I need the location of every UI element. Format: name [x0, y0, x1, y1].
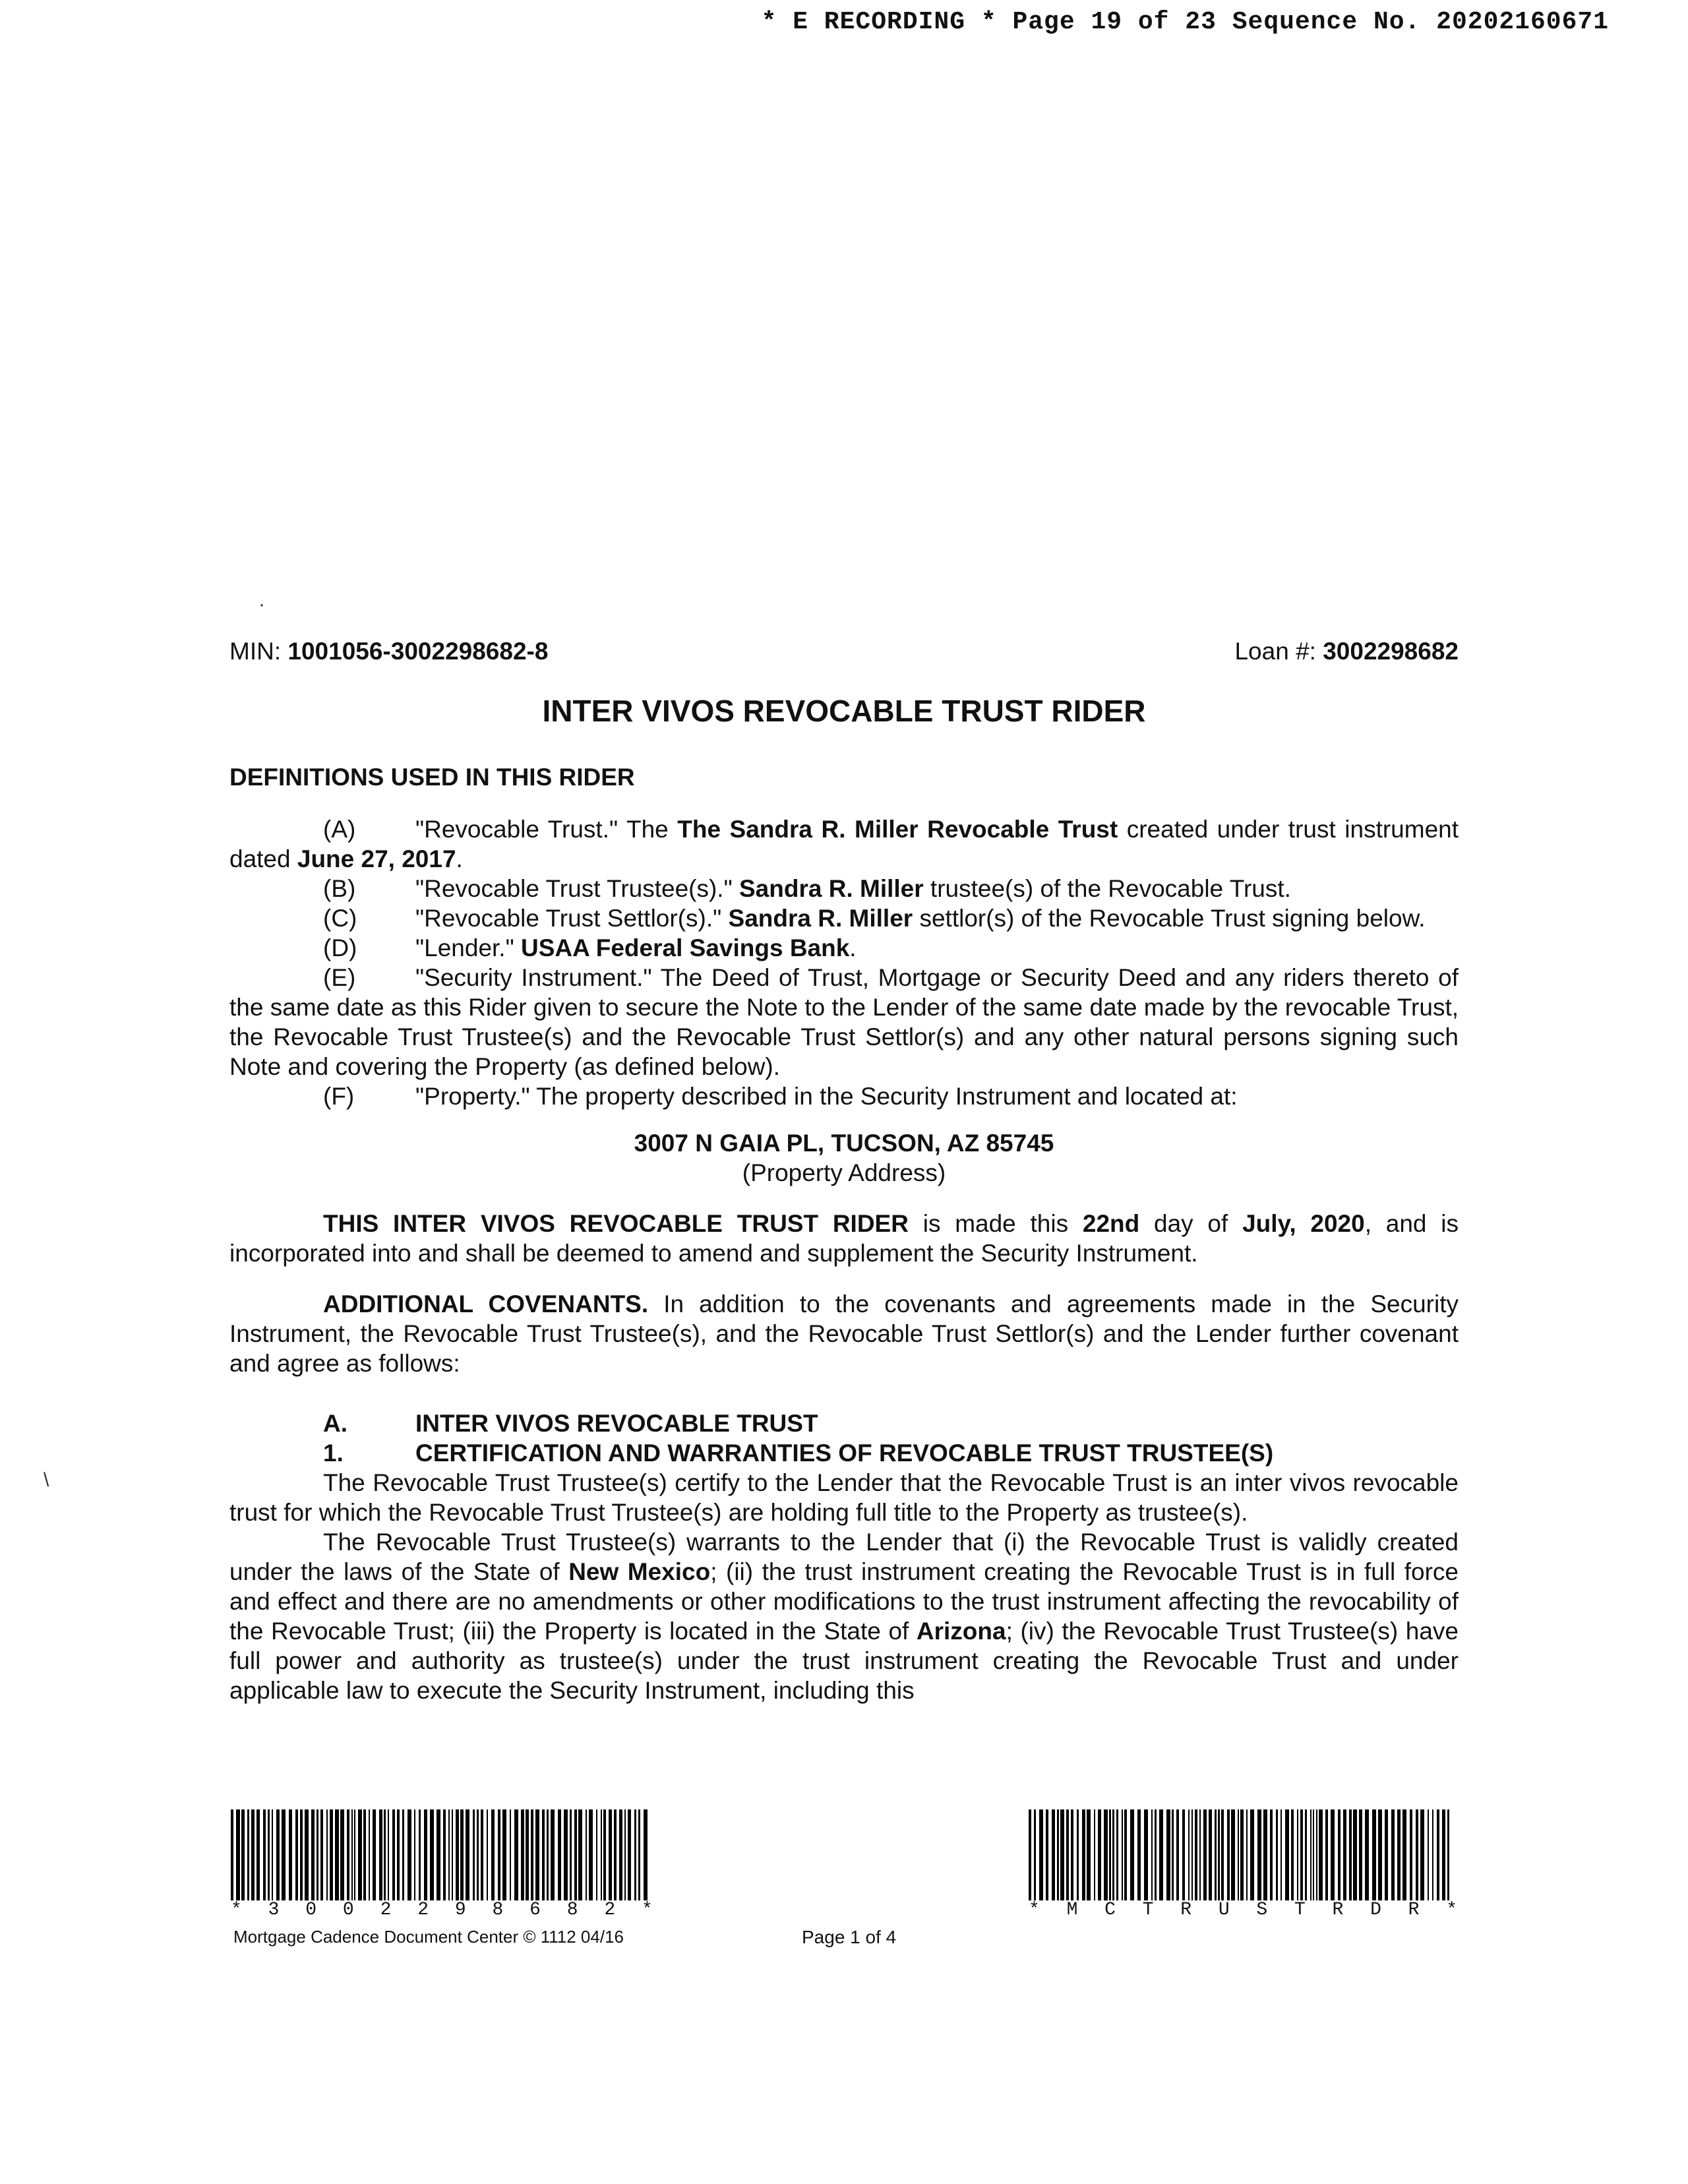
barcode-caption-char: * — [642, 1900, 653, 1920]
rider-made-paragraph: THIS INTER VIVOS REVOCABLE TRUST RIDER is made this 22nd day of July, 2020, and is incorporated into and shall be deemed to amend and supplement the Security Instrument. — [229, 1210, 1459, 1267]
barcode-bar — [1316, 1809, 1317, 1900]
barcode-caption-char: * — [231, 1900, 242, 1920]
barcode-bar — [1365, 1809, 1369, 1900]
barcode-caption-char: T — [1142, 1900, 1154, 1920]
barcode-bar — [448, 1809, 450, 1900]
barcode-bar — [1359, 1809, 1362, 1900]
footer-page-number: Page 1 of 4 — [802, 1927, 897, 1947]
id-row — [229, 636, 1459, 666]
barcode-bar — [1218, 1809, 1220, 1900]
barcode-bar — [609, 1809, 612, 1900]
barcode-bar — [638, 1809, 640, 1900]
barcode-bar — [326, 1809, 328, 1900]
barcode-bar — [300, 1809, 303, 1900]
barcode-bar — [1285, 1809, 1289, 1900]
barcode-bar — [1281, 1809, 1282, 1900]
barcode-caption-char: S — [1256, 1900, 1268, 1920]
barcode-bar — [1227, 1809, 1230, 1900]
barcode-bar — [1432, 1809, 1433, 1900]
barcode-bar — [1176, 1809, 1179, 1900]
definition-c: (C) "Revocable Trust Settlor(s)." Sandra R. Miller settlor(s) of the Revocable Trust signing below. — [323, 905, 1426, 932]
barcode-bar — [498, 1809, 500, 1900]
barcode-bar — [289, 1809, 292, 1900]
barcode-bar — [510, 1809, 511, 1900]
barcode-bar — [1066, 1809, 1069, 1900]
barcode-bar — [1250, 1809, 1254, 1900]
barcode-bar — [1291, 1809, 1294, 1900]
barcode-caption-char: 0 — [305, 1900, 317, 1920]
barcode-caption-char: R — [1180, 1900, 1192, 1920]
barcode-bar — [586, 1809, 587, 1900]
barcode-bar — [402, 1809, 404, 1900]
scan-speck: \ — [44, 1469, 49, 1491]
barcode-caption-char: 0 — [342, 1900, 354, 1920]
barcode-bar — [614, 1809, 617, 1900]
barcode-bar — [268, 1809, 270, 1900]
barcode-bar — [414, 1809, 415, 1900]
barcode-bar — [373, 1809, 376, 1900]
barcode-bar — [1122, 1809, 1123, 1900]
definition-a: (A) "Revocable Trust." The The Sandra R. Miller Revocable Trust created under trust instrument dated June 27, 2017. — [229, 816, 1459, 872]
barcode-bar — [1188, 1809, 1190, 1900]
barcode-bar — [1231, 1809, 1235, 1900]
barcode-bar — [256, 1809, 260, 1900]
barcode-bar — [1305, 1809, 1307, 1900]
barcode-bar — [335, 1809, 339, 1900]
barcode-bar — [558, 1809, 561, 1900]
barcode-bar — [1313, 1809, 1314, 1900]
barcode-bar — [1034, 1809, 1036, 1900]
barcode-bar — [1338, 1809, 1341, 1900]
barcode-bar — [305, 1809, 309, 1900]
barcode-bar — [354, 1809, 355, 1900]
barcode-bar — [1378, 1809, 1382, 1900]
barcode-bar — [1052, 1809, 1055, 1900]
barcode-caption-char: R — [1408, 1900, 1420, 1920]
barcode-bar — [392, 1809, 395, 1900]
barcode-bar — [251, 1809, 255, 1900]
barcode-bar — [1420, 1809, 1424, 1900]
barcode-bar — [1416, 1809, 1418, 1900]
barcode-bar — [443, 1809, 446, 1900]
barcode-bar — [1039, 1809, 1043, 1900]
barcode-bar — [1215, 1809, 1217, 1900]
barcode-caption-char: * — [1446, 1900, 1457, 1920]
barcode-bar — [1046, 1809, 1048, 1900]
barcode-bar — [311, 1809, 315, 1900]
property-address-caption: (Property Address) — [742, 1159, 946, 1186]
barcode-bar — [526, 1809, 529, 1900]
min-number: MIN: 1001056-3002298682-8 — [229, 638, 549, 665]
form-barcode-caption — [1029, 1900, 1457, 1920]
barcode-bar — [1155, 1809, 1157, 1900]
barcode-bar — [316, 1809, 318, 1900]
footer-form-id: Mortgage Cadence Document Center © 1112 04/16 — [233, 1927, 624, 1947]
barcode-bar — [384, 1809, 386, 1900]
loan-barcode-caption — [231, 1900, 653, 1920]
loan-number: Loan #: 3002298682 — [1234, 638, 1459, 665]
property-address-block — [229, 1128, 1459, 1188]
warranties-paragraph: The Revocable Trust Trustee(s) warrants to the Lender that (i) the Revocable Trust is validly created under the laws of the State of New Mexico; (ii) the trust instrument creating the Revocable Trust is in full force and effect and there are no amendments or other modifications to the trust instrument affecting the revocability of the Revocable Trust; (iii) the Property is located in the State of Arizona; (iv) the Revocable Trust Trustee(s) have full power and authority as trustee(s) under the trust instrument creating the Revocable Trust and under applicable law to execute the Security Instrument, including this — [229, 1529, 1459, 1704]
barcode-bar — [1297, 1809, 1298, 1900]
definition-b: (B) "Revocable Trust Trustee(s)." Sandra R. Miller trustee(s) of the Revocable Trust. — [323, 875, 1291, 902]
barcode-bar — [1191, 1809, 1193, 1900]
barcode-bar — [1098, 1809, 1101, 1900]
barcode-bar — [1199, 1809, 1201, 1900]
barcode-bar — [363, 1809, 366, 1900]
barcode-bar — [466, 1809, 469, 1900]
barcode-bar — [1116, 1809, 1118, 1900]
barcode-bar — [1310, 1809, 1311, 1900]
barcode-caption-char: 2 — [380, 1900, 392, 1920]
barcode-bar — [1397, 1809, 1401, 1900]
barcode-bar — [1203, 1809, 1207, 1900]
barcode-bar — [1104, 1809, 1108, 1900]
barcode-bar — [1082, 1809, 1085, 1900]
barcode-bar — [603, 1809, 606, 1900]
barcode-bar — [241, 1809, 245, 1900]
barcode-bar — [564, 1809, 568, 1900]
barcode-caption-char: * — [1029, 1900, 1040, 1920]
barcode-bar — [589, 1809, 593, 1900]
barcode-caption-char: D — [1370, 1900, 1381, 1920]
barcode-bar — [1182, 1809, 1185, 1900]
barcode-bar — [407, 1809, 411, 1900]
barcode-bar — [502, 1809, 506, 1900]
barcode-bar — [1447, 1809, 1449, 1900]
barcode-bar — [272, 1809, 273, 1900]
definitions-heading: DEFINITIONS USED IN THIS RIDER — [229, 764, 635, 791]
barcode-bar — [452, 1809, 453, 1900]
definition-e: (E) "Security Instrument." The Deed of Trust, Mortgage or Security Deed and any riders thereto of the same date as this Rider given to secure the Note to the Lender of the same date made by the revocable Trust, the Revocable Trust Trustee(s) and the Revocable Trust Settlor(s) and any other natural persons signing such Note and covering the Property (as defined below). — [229, 964, 1459, 1080]
barcode-bar — [351, 1809, 353, 1900]
barcode-bar — [570, 1809, 572, 1900]
barcode-caption-char: M — [1066, 1900, 1078, 1920]
barcode-bar — [1077, 1809, 1079, 1900]
barcode-bar — [379, 1809, 382, 1900]
section-a-heading: A. INTER VIVOS REVOCABLE TRUST — [323, 1410, 818, 1437]
barcode-bar — [628, 1809, 631, 1900]
barcode-bar — [514, 1809, 518, 1900]
barcode-bar — [231, 1809, 233, 1900]
barcode-bar — [644, 1809, 648, 1900]
barcode-bar — [1209, 1809, 1212, 1900]
barcode-bar — [1428, 1809, 1429, 1900]
barcode-caption-char: 9 — [454, 1900, 466, 1920]
scan-speck: · — [258, 593, 265, 615]
barcode-bar — [1124, 1809, 1127, 1900]
barcode-bar — [1195, 1809, 1197, 1900]
barcode-bar — [369, 1809, 370, 1900]
barcode-bar — [535, 1809, 539, 1900]
barcode-caption-char: 8 — [492, 1900, 504, 1920]
form-barcode — [1029, 1809, 1457, 1920]
barcode-bar — [1319, 1809, 1323, 1900]
barcode-bar — [430, 1809, 434, 1900]
barcode-bar — [1442, 1809, 1445, 1900]
barcode-caption-char: 2 — [604, 1900, 616, 1920]
barcode-bar — [358, 1809, 362, 1900]
barcode-bar — [542, 1809, 545, 1900]
barcode-bar — [456, 1809, 459, 1900]
barcode-bar — [263, 1809, 266, 1900]
loan-barcode — [231, 1809, 653, 1920]
barcode-caption-char: 6 — [529, 1900, 541, 1920]
definition-f: (F) "Property." The property described in the Security Instrument and located at: — [323, 1083, 1238, 1110]
barcode-bar — [1029, 1809, 1031, 1900]
barcode-bar — [1270, 1809, 1273, 1900]
loan-barcode-bars — [231, 1809, 653, 1900]
barcode-bar — [1410, 1809, 1412, 1900]
barcode-bar — [1331, 1809, 1335, 1900]
barcode-bar — [282, 1809, 286, 1900]
barcode-bar — [1087, 1809, 1091, 1900]
barcode-caption-char: 3 — [268, 1900, 280, 1920]
barcode-caption-char: 2 — [417, 1900, 429, 1920]
barcode-caption-char: T — [1294, 1900, 1306, 1920]
barcode-bar — [460, 1809, 464, 1900]
barcode-bar — [547, 1809, 549, 1900]
barcode-bar — [388, 1809, 389, 1900]
barcode-bar — [1112, 1809, 1114, 1900]
barcode-bar — [1144, 1809, 1148, 1900]
barcode-bar — [247, 1809, 249, 1900]
rider-document — [229, 636, 1459, 1705]
barcode-bar — [477, 1809, 479, 1900]
document-title: INTER VIVOS REVOCABLE TRUST RIDER — [542, 694, 1146, 728]
barcode-bar — [601, 1809, 602, 1900]
barcode-bar — [1402, 1809, 1406, 1900]
definition-d: (D) "Lender." USAA Federal Savings Bank. — [323, 934, 857, 961]
barcode-bar — [1159, 1809, 1163, 1900]
barcode-bar — [1391, 1809, 1395, 1900]
barcode-bar — [1060, 1809, 1064, 1900]
barcode-bar — [347, 1809, 349, 1900]
barcode-bar — [1071, 1809, 1073, 1900]
barcode-bar — [1349, 1809, 1352, 1900]
barcode-bar — [531, 1809, 533, 1900]
barcode-bar — [1130, 1809, 1134, 1900]
barcode-bar — [1343, 1809, 1346, 1900]
barcode-caption-char: R — [1332, 1900, 1344, 1920]
barcode-bar — [1385, 1809, 1388, 1900]
barcode-bar — [236, 1809, 240, 1900]
barcode-bar — [596, 1809, 597, 1900]
barcode-bar — [574, 1809, 577, 1900]
barcode-bar — [1172, 1809, 1174, 1900]
barcode-bar — [1437, 1809, 1439, 1900]
barcode-bar — [424, 1809, 427, 1900]
property-address: 3007 N GAIA PL, TUCSON, AZ 85745 — [634, 1130, 1054, 1157]
barcode-bar — [419, 1809, 421, 1900]
barcode-bar — [473, 1809, 475, 1900]
barcode-bar — [1109, 1809, 1111, 1900]
barcode-bar — [295, 1809, 298, 1900]
barcode-bar — [578, 1809, 582, 1900]
barcode-bar — [437, 1809, 440, 1900]
barcode-bar — [1057, 1809, 1059, 1900]
barcode-bar — [481, 1809, 483, 1900]
definitions-list — [229, 814, 1459, 1111]
barcode-bar — [330, 1809, 333, 1900]
certification-paragraph: The Revocable Trust Trustee(s) certify to the Lender that the Revocable Trust is an inter vivos revocable trust for which the Revocable Trust Trustee(s) are holding full title to the Property as trustee(s). — [229, 1469, 1459, 1526]
barcode-bar — [397, 1809, 400, 1900]
barcode-bar — [1094, 1809, 1095, 1900]
barcode-bar — [487, 1809, 488, 1900]
barcode-bar — [1257, 1809, 1261, 1900]
section-1-heading: 1. CERTIFICATION AND WARRANTIES OF REVOCABLE TRUST TRUSTEE(S) — [323, 1440, 1274, 1467]
barcode-bar — [1325, 1809, 1328, 1900]
barcode-bar — [1137, 1809, 1141, 1900]
barcode-bar — [340, 1809, 344, 1900]
barcode-bar — [1221, 1809, 1224, 1900]
barcode-bar — [1238, 1809, 1239, 1900]
additional-covenants-paragraph: ADDITIONAL COVENANTS. In addition to the covenants and agreements made in the Security Instrument, the Revocable Trust Trustee(s), and the Revocable Trust Settlor(s) and the Lender further covenant and agree as follows: — [229, 1290, 1459, 1377]
barcode-bar — [491, 1809, 495, 1900]
barcode-bar — [1353, 1809, 1357, 1900]
barcode-bar — [276, 1809, 280, 1900]
barcode-bar — [1246, 1809, 1248, 1900]
barcode-caption-char: 8 — [566, 1900, 578, 1920]
barcode-bar — [634, 1809, 636, 1900]
barcode-bar — [619, 1809, 622, 1900]
barcode-bar — [1300, 1809, 1303, 1900]
barcode-bar — [1240, 1809, 1244, 1900]
barcode-bar — [320, 1809, 323, 1900]
recording-header: * E RECORDING * Page 19 of 23 Sequence No. 20202160671 — [761, 8, 1609, 36]
barcode-bar — [1372, 1809, 1376, 1900]
barcode-caption-char: C — [1104, 1900, 1116, 1920]
form-barcode-bars — [1029, 1809, 1457, 1900]
barcode-caption-char: U — [1218, 1900, 1230, 1920]
barcode-bar — [624, 1809, 626, 1900]
barcode-bar — [1263, 1809, 1267, 1900]
barcode-bar — [521, 1809, 524, 1900]
barcode-bar — [1276, 1809, 1278, 1900]
barcode-bar — [1151, 1809, 1153, 1900]
barcode-bar — [551, 1809, 555, 1900]
barcode-bar — [1166, 1809, 1170, 1900]
